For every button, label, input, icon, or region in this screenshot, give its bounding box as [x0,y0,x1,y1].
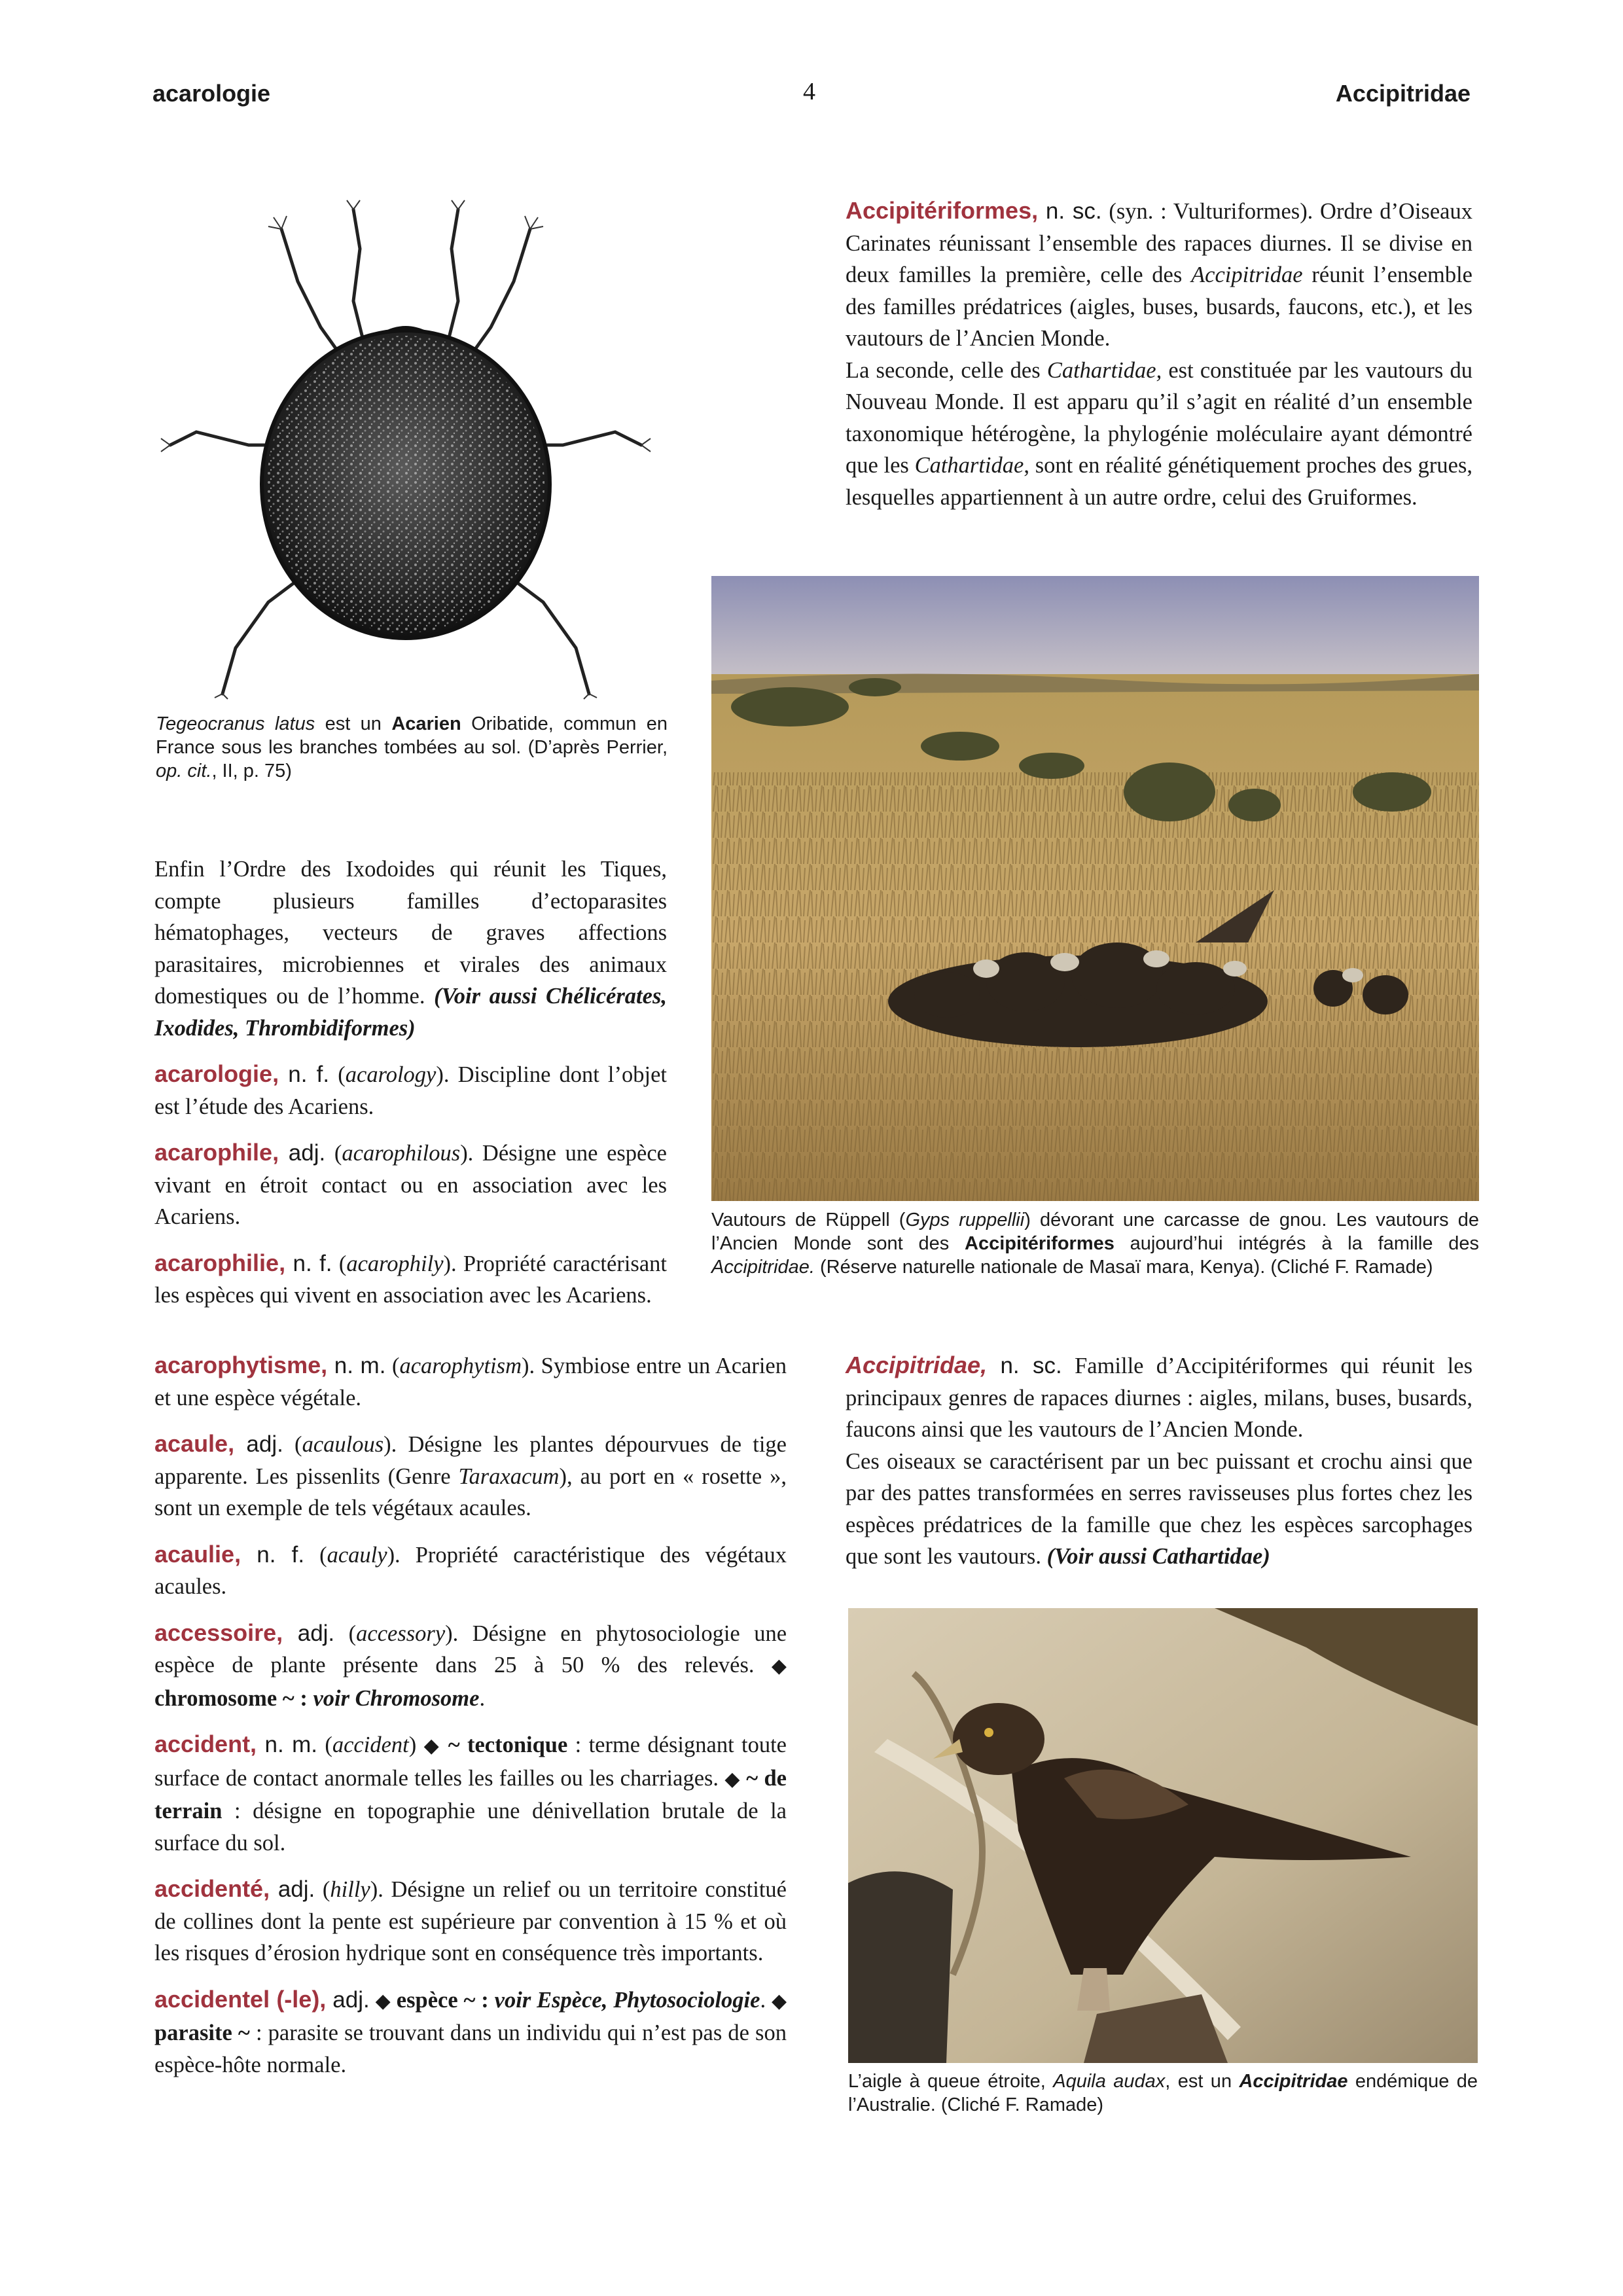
headword: accident, [154,1731,257,1757]
english-term: acarophilous [342,1141,461,1166]
entry-acaule: acaule, adj. (acaulous). Désigne les plantes dépourvues de tige apparente. Les pissenlits (Genre Taraxacum), au port en « rosette », sont un exemple de tels végétaux acaules. [154,1430,787,1520]
entry-acarophilie: acarophilie, n. f. (acarophily). Propriété caractérisant les espèces qui vivent en association avec les Acariens. [154,1249,667,1308]
definition: La seconde, celle des [846,357,1047,383]
headword: accidentel (-le), [154,1985,327,2013]
english-term: acarophily [346,1251,444,1276]
headword: acaule, [154,1430,235,1457]
subentry: ~ tectonique [440,1732,568,1757]
definition: ). Propriété caractérisant les espèces qui vivent en association avec les Acariens. [154,1251,667,1308]
definition: ). Propriété caractéristique des végétaux acaules. [154,1542,787,1599]
diamond-icon: ◆ [423,1735,441,1757]
see-also: voir Espèce, Phytosociologie [494,1987,760,2013]
intro-paragraph [154,853,667,1044]
entry-acaulie: acaulie, n. f. (acauly). Propriété caractéristique des végétaux acaules. [154,1540,787,1599]
subentry: chromosome ~ : [154,1685,313,1711]
vultures-caption-text: aujourd’hui intégrés à la famille des [1114,1233,1480,1254]
vultures-caption-family: Accipitridae. [711,1257,815,1278]
headword: acarophytisme, [154,1352,328,1378]
mite-caption-text: Oribatide, commun en France sous les branches tombées au sol. (D’après Perrier, [156,713,668,758]
vultures-caption-species: Gyps ruppellii [905,1210,1025,1230]
definition: ), au port en « rosette », sont un exemple de tels végétaux acaules. [154,1463,787,1520]
headword: accessoire, [154,1619,283,1646]
eagle-caption-species: Aquila audax [1053,2071,1166,2092]
definition: ) [408,1732,424,1757]
left-column [154,853,667,1312]
running-head-right: Accipitridae [1335,80,1471,107]
definition: Famille d’Accipitériformes qui réunit les principaux genres de rapaces diurnes : aigles, milans, buses, busards, faucons ainsi que les vautours de l’Ancien Monde. [846,1354,1472,1442]
definition: ). Discipline dont l’objet est l’étude des Acariens. [154,1062,667,1119]
eagle-caption-text: L’aigle à queue étroite, [848,2071,1054,2092]
diamond-icon: ◆ [375,1990,391,2012]
entry-accipitridae [846,1350,1472,1573]
grammar: n. f. [285,1250,332,1276]
definition: Ces oiseaux se caractérisent par un bec puissant et crochu ainsi que par des pattes transformées en serres ravisseuses plus fortes chez les espèces prédatrices de la famille que chez les espèces sarcophages que sont les vautours. [846,1448,1472,1569]
vultures-caption-bold: Accipitériformes [965,1233,1115,1254]
english-term: acarology [345,1062,437,1087]
subentry: espèce ~ : [390,1987,495,2013]
eagle-photo [848,1608,1478,2063]
mite-caption-species: Tegeocranus latus [156,713,315,734]
headword: acaulie, [154,1540,241,1568]
grammar: adj. [270,1876,315,1902]
running-head-left: acarologie [152,80,271,107]
definition: ). Désigne un relief ou un territoire constitué de collines dont la pente est supérieure par convention à 15 % et où les risques d’érosion hydrique sont en conséquence très importants. [154,1877,787,1965]
page-number: 4 [803,78,815,105]
definition: ). Désigne en phytosociologie une espèce de plante présente dans 25 à 50 % des relevés. [154,1621,787,1677]
taxon: Cathartidae [914,453,1024,478]
mite-caption-opcit: op. cit. [156,761,212,781]
grammar: adj. [279,1140,326,1166]
grammar: n. sc. [987,1353,1062,1378]
headword: accidenté, [154,1875,270,1902]
mite-drawing [157,196,654,700]
mite-caption-text: est un [315,713,392,734]
taxon: Accipitridae [1191,262,1303,287]
definition: ). Symbiose entre un Acarien et une espèce végétale. [154,1354,787,1410]
punctuation: . [479,1685,486,1711]
entry-accidente: accidenté, adj. (hilly). Désigne un relief ou un territoire constitué de collines dont la pente est supérieure par convention à 15 % et où les risques d’érosion hydrique sont en conséquence très importants. [154,1875,787,1965]
headword: Accipitériformes, [846,197,1039,224]
headword: acarologie, [154,1060,279,1087]
taxon: Cathartidae, [1046,357,1162,383]
grammar: n. f. [241,1541,305,1568]
definition: réunit l’ensemble des familles prédatrices (aigles, buses, busards, faucons, etc.), et les vautours de l’Ancien Monde. [846,262,1472,351]
vultures-caption [711,1208,1479,1279]
vultures-caption-text: Vautours de Rüppell ( [711,1210,906,1230]
entry-acarophytisme: acarophytisme, n. m. (acarophytism). Symbiose entre un Acarien et une espèce végétale. [154,1352,787,1410]
grammar: n. sc. [1038,198,1102,224]
vultures-caption-text: ) dévorant une carcasse de gnou. Les vautours de l’Ancien Monde sont des [711,1210,1479,1254]
lower-left-entries [154,1350,787,2081]
grammar: n. m. [327,1353,386,1378]
grammar: n. f. [279,1062,330,1087]
genus-name: Taraxacum [458,1463,560,1489]
subentry: ~ de terrain [154,1765,787,1823]
definition: ). Désigne une espèce vivant en étroit contact ou en association avec les Acariens. [154,1141,667,1229]
entry-accessoire: accessoire, adj. (accessory). Désigne en phytosociologie une espèce de plante présente dans 25 à 50 % des relevés. ◆ chromosome ~ : voir Chromosome. [154,1619,787,1711]
vultures-caption-text: (Réserve naturelle nationale de Masaï mara, Kenya). (Cliché F. Ramade) [814,1257,1433,1278]
eagle-caption-bold: Accipitridae [1239,2071,1348,2092]
mite-caption-bold: Acarien [391,713,461,734]
definition: (syn. : Vulturiformes). Ordre d’Oiseaux Carinates réunissant l’ensemble des rapaces diurnes. Il se divise en deux familles la première, celle des [846,199,1472,287]
grammar: adj. [326,1986,370,2013]
definition: ). Désigne les plantes dépourvues de tige apparente. Les pissenlits (Genre [154,1432,787,1489]
eagle-caption-text: , est un [1165,2071,1240,2092]
definition: : parasite se trouvant dans un individu qui n’est pas de son espèce-hôte normale. [154,2020,787,2077]
entry-accident: accident, n. m. (accident) ◆ ~ tectonique : terme désignant toute surface de contact anormale telles les failles ou les charriages. ◆ ~ de terrain : désigne en topographie une dénivellation brutale de la surface du sol. [154,1731,787,1856]
headword: Accipitridae, [846,1352,988,1378]
english-term: accident [332,1732,409,1757]
grammar: n. m. [257,1732,318,1757]
diamond-icon: ◆ [771,1655,787,1677]
definition: : terme désignant toute surface de contact anormale telles les failles ou les charriages. [154,1732,787,1791]
entry-accipiteriformes [846,195,1472,513]
see-also: voir Chromosome [313,1685,480,1711]
english-term: acarophytism [399,1354,522,1378]
definition: , sont en réalité génétiquement proches des grues, lesquelles appartiennent à un autre ordre, celui des Gruiformes. [846,453,1472,510]
intro-text: Enfin l’Ordre des Ixodoides qui réunit les Tiques, compte plusieurs familles d’ectoparasites hématophages, vecteurs de graves affections parasitaires, microbiennes et virales des animaux domestiques ou de l’homme. [154,857,667,1009]
subentry: parasite ~ [154,2020,250,2045]
diamond-icon: ◆ [771,1990,787,2012]
entry-acarologie: acarologie, n. f. (acarology). Discipline dont l’objet est l’étude des Acariens. [154,1060,667,1119]
english-term: hilly [330,1877,370,1902]
eagle-caption [848,2070,1478,2117]
headword: acarophile, [154,1139,279,1166]
definition: : désigne en topographie une dénivellation brutale de la surface du sol. [154,1799,787,1856]
punctuation: . [760,1987,772,2013]
see-also: (Voir aussi Cathartidae) [1046,1544,1270,1569]
english-term: accessory [356,1621,446,1646]
mite-caption [156,712,668,783]
grammar: adj. [283,1620,335,1646]
diamond-icon: ◆ [724,1768,741,1790]
vultures-photo-drawing [711,576,1479,1201]
vultures-photo [711,576,1479,1201]
english-term: acauly [327,1542,387,1568]
headword: acarophilie, [154,1249,286,1276]
eagle-photo-drawing [848,1608,1478,2063]
eagle-caption-text: endémique de l’Australie. (Cliché F. Ramade) [848,2071,1478,2115]
grammar: adj. [234,1431,283,1457]
definition: est constituée par les vautours du Nouveau Monde. Il est apparu qu’il s’agit en réalité d’un ensemble taxonomique hétérogène, la phylogénie moléculaire ayant démontré que les [846,357,1472,478]
entry-accidentel [154,1984,787,2081]
entry-acarophile: acarophile, adj. (acarophilous). Désigne une espèce vivant en étroit contact ou en association avec les Acariens. [154,1139,667,1229]
mite-caption-text: , II, p. 75) [211,761,292,781]
english-term: acaulous [302,1432,384,1457]
see-also: (Voir aussi Chélicérates, Ixodides, Thrombidiformes) [154,984,667,1041]
mite-illustration [157,196,654,700]
